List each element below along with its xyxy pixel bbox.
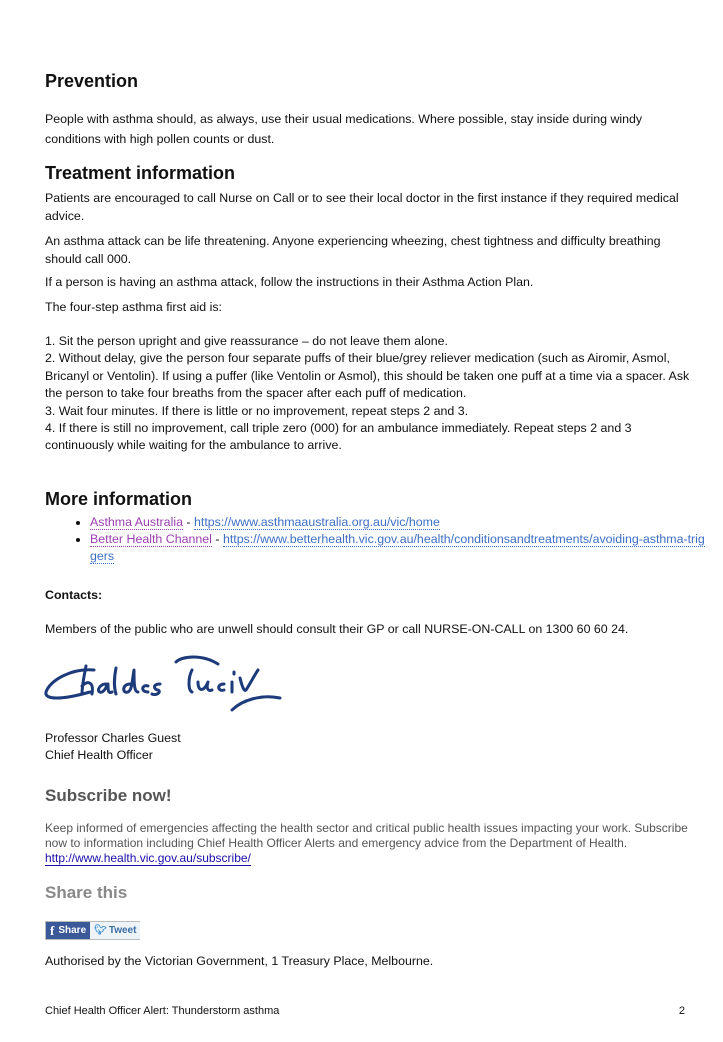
subscribe-body: Keep informed of emergencies affecting the health sector and critical public health issues impacting your work. Subscribe now to information including Chief Health Officer Alerts and emergency advice from the Department of Health. [45, 821, 688, 850]
tweet-button[interactable] [90, 922, 140, 939]
authorised-text: Authorised by the Victorian Government, 1 Treasury Place, Melbourne. [45, 954, 434, 968]
treatment-paragraph: An asthma attack can be life threatening. Anyone experiencing wheezing, chest tightness and difficulty breathing should call 000. [45, 234, 661, 266]
share-buttons [45, 921, 140, 940]
subscribe-text [45, 821, 695, 866]
twitter-bird-icon: 🐦︎ [94, 925, 107, 936]
facebook-icon: f [50, 922, 55, 938]
separator: - [211, 532, 223, 546]
treatment-heading: Treatment information [45, 163, 236, 183]
tweet-label: Tweet [108, 925, 137, 936]
treatment-paragraph: If a person is having an asthma attack, follow the instructions in their Asthma Action Plan. [45, 275, 534, 289]
more-info-list [45, 514, 710, 565]
subscribe-link[interactable]: http://www.health.vic.gov.au/subscribe/ [45, 851, 251, 865]
asthma-australia-url[interactable]: https://www.asthmaaustralia.org.au/vic/home [194, 515, 440, 529]
treatment-paragraph: The four-step asthma first aid is: [45, 300, 222, 314]
footer-title: Chief Health Officer Alert: Thunderstorm asthma [45, 1005, 280, 1017]
step: 4. If there is still no improvement, call triple zero (000) for an ambulance immediately. Repeat steps 2 and 3 continuously while waiting for the ambulance to arrive. [45, 421, 632, 453]
list-item [90, 514, 710, 531]
facebook-share-label: Share [58, 925, 87, 936]
step: 1. Sit the person upright and give reassurance – do not leave them alone. [45, 334, 448, 348]
subscribe-heading: Subscribe now! [45, 786, 172, 805]
signatory-name: Professor Charles Guest [45, 731, 181, 745]
treatment-paragraph: Patients are encouraged to call Nurse on Call or to see their local doctor in the first instance if they required medical advice. [45, 191, 679, 223]
prevention-text: People with asthma should, as always, use their usual medications. Where possible, stay inside during windy conditions with high pollen counts or dust. [45, 112, 643, 146]
signatory-title: Chief Health Officer [45, 748, 153, 762]
separator: - [182, 515, 194, 529]
step: 2. Without delay, give the person four separate puffs of their blue/grey reliever medication (such as Airomir, Asmol, Bricanyl or Ventolin). If using a puffer (like Ventolin or Asmol), this should be taken one puff at a time via a spacer. Ask the person to take four breaths from the spacer after each puff of medication. [45, 351, 690, 401]
signature-image [42, 648, 287, 718]
contacts-text: Members of the public who are unwell should consult their GP or call NURSE-ON-CALL on 1300 60 60 24. [45, 622, 629, 636]
share-heading: Share this [45, 883, 128, 902]
more-info-heading: More information [45, 489, 192, 509]
facebook-share-button[interactable] [46, 922, 90, 939]
better-health-url[interactable]: https://www.betterhealth.vic.gov.au/health/conditionsandtreatments/avoiding-asthma-triggers [90, 532, 705, 563]
better-health-link[interactable]: Better Health Channel [90, 532, 212, 546]
asthma-australia-link[interactable]: Asthma Australia [90, 515, 183, 529]
contacts-heading: Contacts: [45, 588, 103, 602]
page-number: 2 [678, 1005, 685, 1017]
first-aid-steps [45, 333, 695, 455]
prevention-heading: Prevention [45, 71, 139, 91]
signatory [45, 730, 695, 764]
step: 3. Wait four minutes. If there is little or no improvement, repeat steps 2 and 3. [45, 403, 469, 418]
list-item [90, 531, 710, 565]
